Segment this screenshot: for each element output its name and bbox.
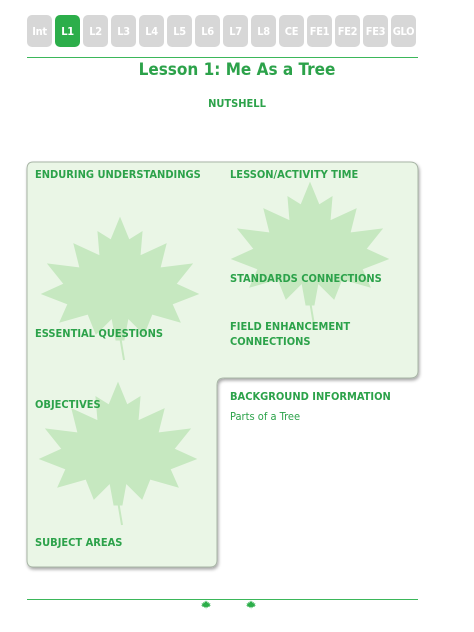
tab-l1[interactable]: L1	[55, 15, 80, 47]
standards-connections-link[interactable]: STANDARDS CONNECTIONS	[230, 272, 382, 285]
subject-areas-link[interactable]: SUBJECT AREAS	[35, 536, 123, 549]
leaf-icon	[246, 600, 256, 610]
tab-l8[interactable]: L8	[251, 15, 276, 47]
tab-l3[interactable]: L3	[111, 15, 136, 47]
tab-ce[interactable]: CE	[279, 15, 304, 47]
parts-of-a-tree-link[interactable]: Parts of a Tree	[230, 410, 301, 423]
enduring-understandings-link[interactable]: ENDURING UNDERSTANDINGS	[35, 168, 201, 181]
lesson-activity-time-link[interactable]: LESSON/ACTIVITY TIME	[230, 168, 359, 181]
tab-int[interactable]: Int	[27, 15, 52, 47]
tab-l4[interactable]: L4	[139, 15, 164, 47]
tab-fe1[interactable]: FE1	[307, 15, 332, 47]
page-title: Lesson 1: Me As a Tree	[138, 60, 336, 80]
objectives-link[interactable]: OBJECTIVES	[35, 398, 101, 411]
essential-questions-link[interactable]: ESSENTIAL QUESTIONS	[35, 327, 163, 340]
tab-fe3[interactable]: FE3	[363, 15, 388, 47]
tab-fe2[interactable]: FE2	[335, 15, 360, 47]
tab-l2[interactable]: L2	[83, 15, 108, 47]
tab-l6[interactable]: L6	[195, 15, 220, 47]
field-enhancement-line1: FIELD ENHANCEMENT	[230, 320, 351, 333]
field-enhancement-line2: CONNECTIONS	[230, 335, 311, 348]
tab-l7[interactable]: L7	[223, 15, 248, 47]
footer-divider	[27, 599, 418, 600]
background-information-link[interactable]: BACKGROUND INFORMATION	[230, 390, 391, 403]
tab-glo[interactable]: GLO	[391, 15, 416, 47]
page-subtitle: NUTSHELL	[208, 97, 266, 110]
leaf-icon	[201, 600, 211, 610]
panel-background	[27, 162, 418, 567]
tab-l5[interactable]: L5	[167, 15, 192, 47]
